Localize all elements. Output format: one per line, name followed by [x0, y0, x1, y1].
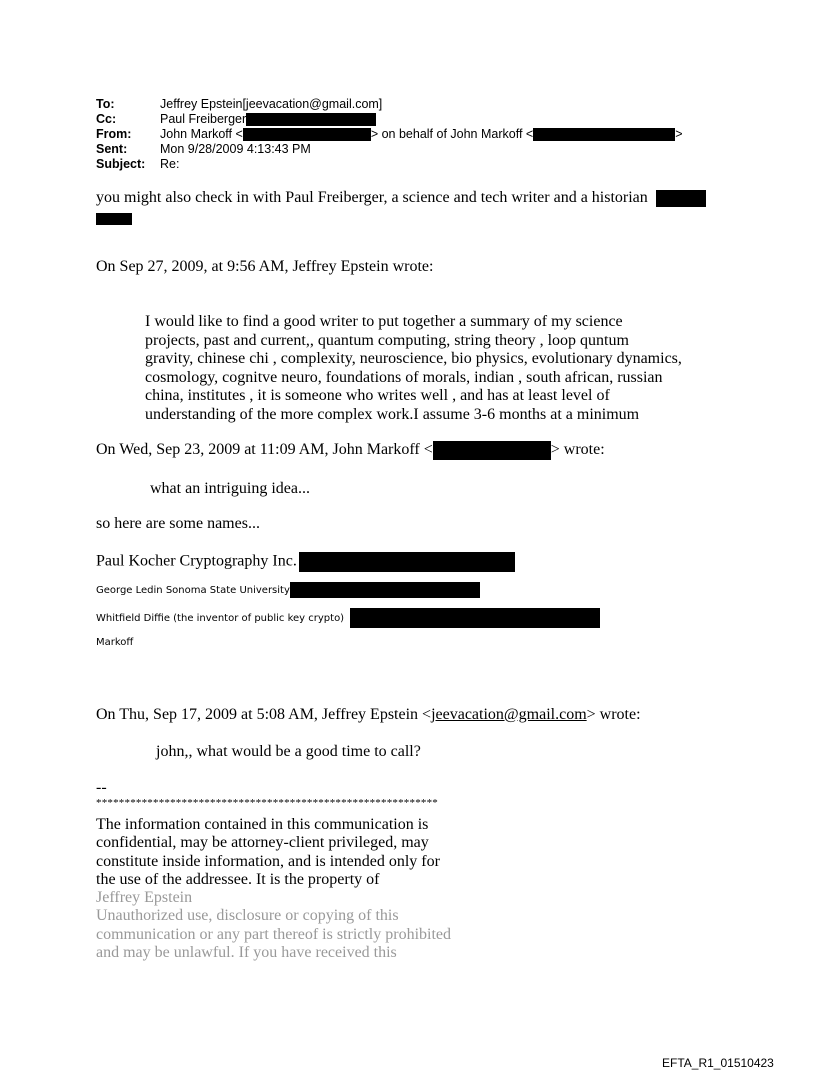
sent-value: Mon 9/28/2009 4:13:43 PM	[160, 142, 311, 156]
redaction-bar	[243, 128, 371, 141]
redaction-bar	[433, 441, 551, 460]
from-name: John Markoff <	[160, 127, 243, 141]
disclaimer-line: The information contained in this communication is	[96, 816, 429, 833]
redaction-bar	[656, 190, 706, 207]
disclaimer-line-grey: communication or any part thereof is strictly prohibited	[96, 925, 452, 943]
from-value	[160, 127, 683, 141]
name-line-2	[96, 582, 480, 598]
quote3-header-start: On Thu, Sep 17, 2009 at 5:08 AM, Jeffrey Epstein <	[96, 706, 432, 723]
quote1-body	[145, 313, 682, 424]
disclaimer	[96, 816, 451, 962]
from-end: >	[675, 127, 683, 141]
disclaimer-line-grey: Unauthorized use, disclosure or copying of this	[96, 907, 399, 925]
quote3-body: john,, what would be a good time to call?	[156, 743, 421, 760]
name-1: Paul Kocher Cryptography Inc.	[96, 552, 297, 570]
quote1-line: cosmology, cognitve neuro, foundations of morals, indian , south african, russian	[145, 368, 663, 386]
intro-text	[96, 189, 706, 207]
quote2-header	[96, 441, 605, 460]
quote2-header-start: On Wed, Sep 23, 2009 at 11:09 AM, John Markoff <	[96, 441, 433, 459]
subject-label: Subject:	[96, 157, 146, 171]
intro-redaction	[96, 210, 132, 228]
disclaimer-line-grey: and may be unlawful. If you have received this	[96, 944, 397, 962]
email-link[interactable]: jeevacation@gmail.com	[431, 706, 587, 723]
stars-divider: ************************************************************	[96, 797, 438, 809]
redaction-bar	[246, 113, 376, 126]
quote3-header-end: > wrote:	[586, 706, 641, 723]
quote1-header: On Sep 27, 2009, at 9:56 AM, Jeffrey Epstein wrote:	[96, 258, 434, 275]
quote1-line: projects, past and current,, quantum computing, string theory , loop quntum	[145, 331, 629, 349]
name-3: Whitfield Diffie (the inventor of public key crypto)	[96, 613, 345, 624]
redaction-bar	[290, 582, 480, 598]
redaction-bar	[350, 608, 600, 628]
name-line-3	[96, 608, 600, 628]
quote1-line: china, institutes , it is someone who writes well , and has at least level of	[145, 387, 610, 404]
names-intro: so here are some names...	[96, 515, 260, 532]
cc-value	[160, 112, 376, 126]
to-label: To:	[96, 97, 115, 111]
intro-sentence: you might also check in with Paul Freiberger, a science and tech writer and a historian	[96, 189, 648, 206]
quote3-header	[96, 706, 641, 724]
disclaimer-line: the use of the addressee. It is the property of	[96, 870, 380, 888]
quote2-header-end: > wrote:	[550, 441, 605, 459]
quote1-line: understanding of the more complex work.I assume 3-6 months at a minimum	[145, 405, 640, 423]
quote1-line: gravity, chinese chi , complexity, neuroscience, bio physics, evolutionary dynamics,	[145, 350, 682, 367]
cc-label: Cc:	[96, 112, 117, 126]
name-line-1	[96, 552, 515, 572]
disclaimer-line: confidential, may be attorney-client privileged, may	[96, 834, 429, 852]
quote1-line: I would like to find a good writer to put together a summary of my science	[145, 313, 623, 330]
to-value: Jeffrey Epstein[jeevacation@gmail.com]	[160, 97, 383, 111]
disclaimer-line-grey: Jeffrey Epstein	[96, 889, 193, 907]
signoff: Markoff	[96, 637, 134, 648]
cc-name: Paul Freiberger	[160, 112, 247, 126]
sent-label: Sent:	[96, 142, 128, 156]
document-id: EFTA_R1_01510423	[662, 1056, 774, 1070]
from-label: From:	[96, 127, 132, 141]
from-behalf: > on behalf of John Markoff <	[370, 127, 534, 141]
redaction-bar	[299, 552, 515, 572]
redaction-bar	[96, 213, 132, 225]
subject-value: Re:	[160, 157, 180, 171]
signature-dashes: --	[96, 779, 107, 796]
name-2: George Ledin Sonoma State University	[96, 585, 290, 596]
disclaimer-line: constitute inside information, and is intended only for	[96, 852, 440, 870]
redaction-bar	[533, 128, 675, 141]
intriguing-text: what an intriguing idea...	[150, 480, 310, 497]
